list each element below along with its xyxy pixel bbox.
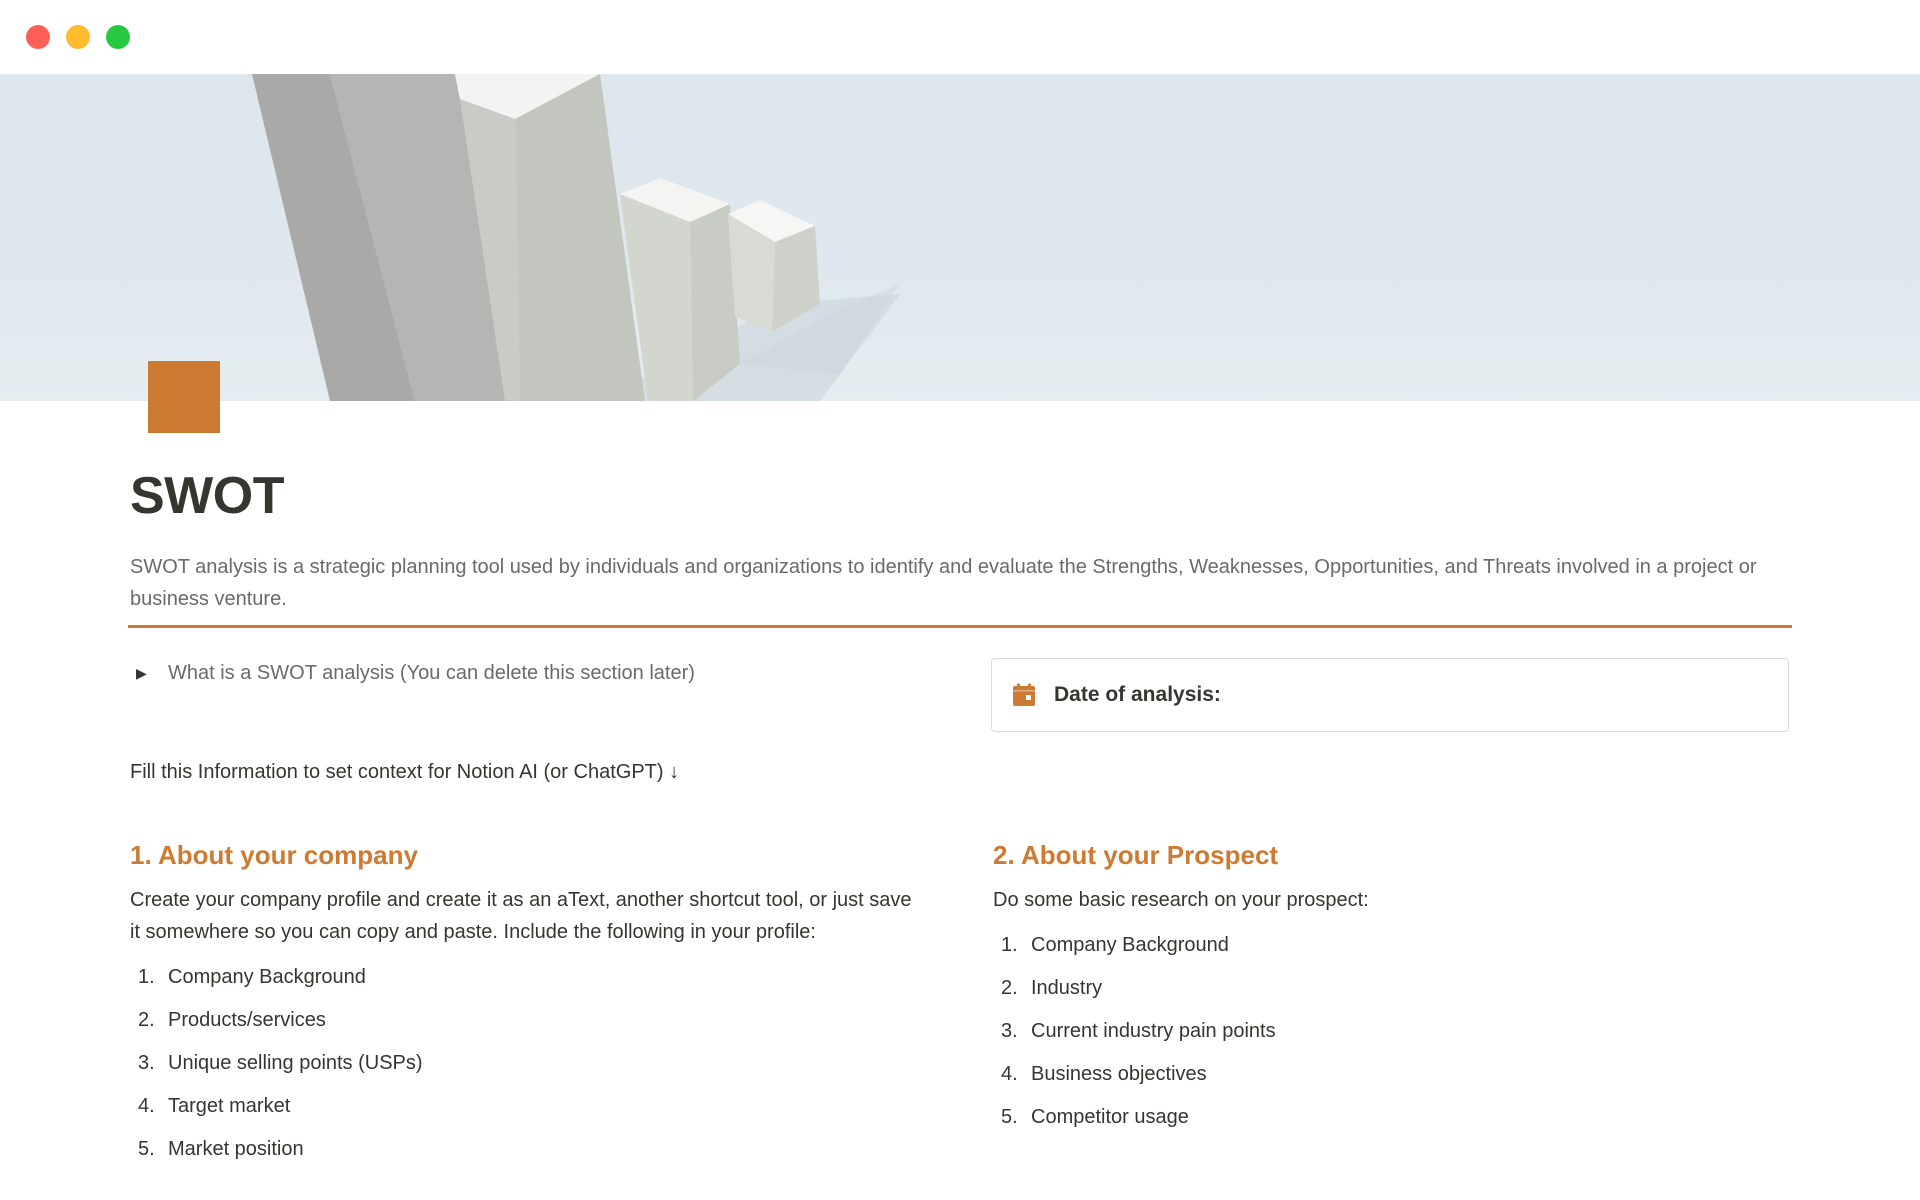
list-item[interactable]	[130, 999, 920, 1042]
page-title[interactable]: SWOT	[130, 467, 284, 525]
list-item[interactable]	[993, 924, 1783, 967]
page-icon[interactable]	[148, 361, 220, 433]
list-item-text: Company Background	[1031, 934, 1229, 956]
list-item-text: Competitor usage	[1031, 1106, 1189, 1128]
list-item-text: Unique selling points (USPs)	[168, 1052, 423, 1074]
list-number: 4.	[1001, 1063, 1018, 1085]
list-item[interactable]	[993, 1010, 1783, 1053]
prospect-heading[interactable]: 2. About your Prospect	[993, 840, 1279, 870]
company-heading[interactable]: 1. About your company	[130, 840, 418, 870]
list-item-text: Target market	[168, 1095, 291, 1117]
calendar-icon	[1012, 683, 1036, 707]
window-titlebar	[0, 0, 1920, 74]
list-item-text: Industry	[1031, 977, 1103, 999]
list-number: 4.	[138, 1095, 155, 1117]
list-item-text: Market position	[168, 1138, 304, 1160]
list-number: 1.	[138, 966, 155, 988]
list-item-text: Company Background	[168, 966, 366, 988]
list-item-text: Products/services	[168, 1009, 326, 1031]
list-item[interactable]	[130, 1085, 920, 1128]
toggle-block[interactable]	[136, 662, 695, 685]
cover-image[interactable]	[0, 74, 1920, 401]
page-description[interactable]: SWOT analysis is a strategic planning tool used by individuals and organizations to identify and evaluate the Strengths, Weaknesses, Opportunities, and Threats involved in a project or business venture.	[130, 556, 1757, 610]
triangle-right-icon[interactable]: ▶	[136, 665, 147, 681]
toggle-label: What is a SWOT analysis (You can delete this section later)	[168, 662, 695, 684]
list-number: 1.	[1001, 934, 1018, 956]
date-callout[interactable]	[991, 658, 1789, 732]
company-column	[130, 836, 920, 1171]
company-list	[130, 956, 920, 1171]
list-number: 5.	[138, 1138, 155, 1160]
prospect-list	[993, 924, 1783, 1139]
divider	[128, 625, 1792, 628]
list-item-text: Business objectives	[1031, 1063, 1207, 1085]
minimize-window-button[interactable]	[66, 25, 90, 49]
list-item[interactable]	[130, 956, 920, 999]
maximize-window-button[interactable]	[106, 25, 130, 49]
prospect-column	[993, 836, 1783, 1139]
list-item[interactable]	[993, 967, 1783, 1010]
list-number: 2.	[1001, 977, 1018, 999]
list-item[interactable]	[993, 1096, 1783, 1139]
list-item[interactable]	[130, 1128, 920, 1171]
date-label: Date of analysis:	[1054, 683, 1221, 706]
list-item[interactable]	[993, 1053, 1783, 1096]
list-number: 2.	[138, 1009, 155, 1031]
list-item[interactable]	[130, 1042, 920, 1085]
list-number: 3.	[1001, 1020, 1018, 1042]
context-line[interactable]: Fill this Information to set context for Notion AI (or ChatGPT) ↓	[130, 761, 680, 783]
company-intro[interactable]: Create your company profile and create it as an aText, another shortcut tool, or just save it somewhere so you can copy and paste. Include the following in your profile:	[130, 889, 912, 943]
list-number: 5.	[1001, 1106, 1018, 1128]
close-window-button[interactable]	[26, 25, 50, 49]
list-number: 3.	[138, 1052, 155, 1074]
prospect-intro[interactable]: Do some basic research on your prospect:	[993, 889, 1369, 911]
list-item-text: Current industry pain points	[1031, 1020, 1276, 1042]
bar-blocks-illustration	[0, 74, 1920, 401]
